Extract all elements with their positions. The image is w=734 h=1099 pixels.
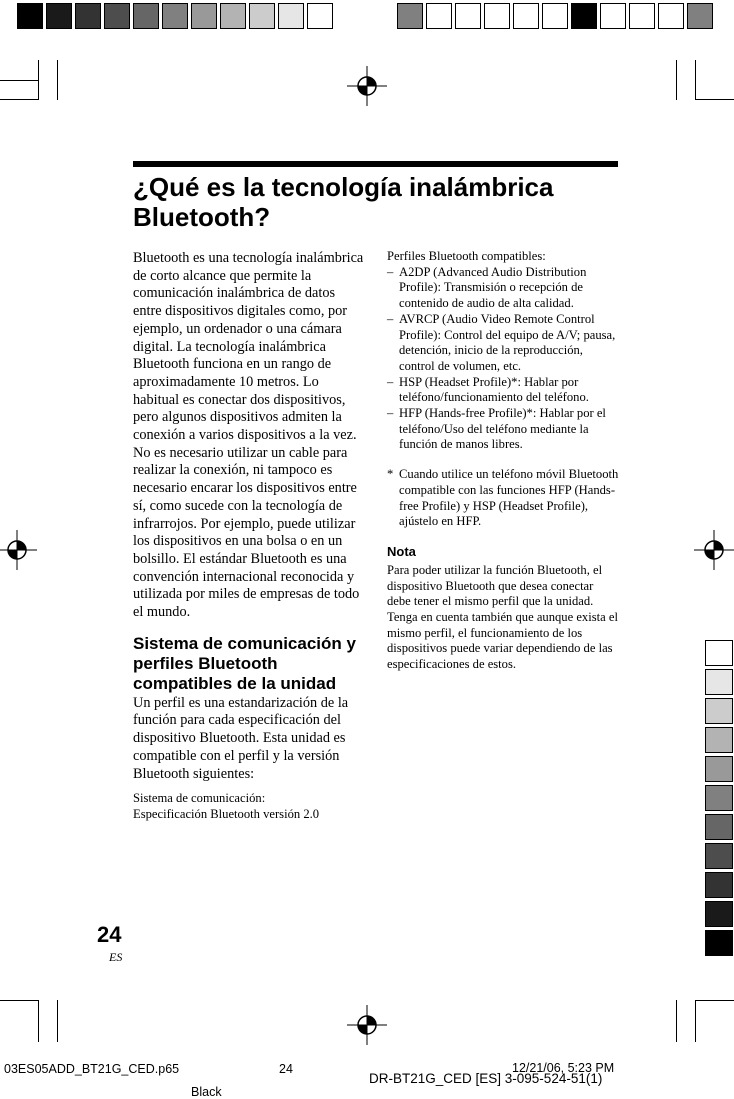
footer-color: Black [191, 1085, 222, 1099]
color-swatch [307, 3, 333, 29]
color-swatch [104, 3, 130, 29]
list-item: – HFP (Hands-free Profile)*: Hablar por el teléfono/Uso del teléfono mediante la función de manos libres. [387, 406, 606, 452]
right-column [387, 249, 619, 673]
color-tab [705, 843, 733, 869]
color-tab [705, 901, 733, 927]
color-tab [705, 727, 733, 753]
color-swatch [571, 3, 597, 29]
color-tab [705, 814, 733, 840]
color-tab [705, 640, 733, 666]
intro-paragraph: Bluetooth es una tecnología inalámbrica de corto alcance que permite la comunicación inalámbrica de datos entre dispositivos digitales como, por ejemplo, un ordenador o una cámara digital. La tecnología inalámbrica Bluetooth funciona en un rango de aproximadamente 10 metros. Lo habitual es conectar dos dispositivos, pero algunos dispositivos admiten la conexión a varios dispositivos a la vez. No es necesario utilizar un cable para realizar la conexión, ni tampoco es necesario encarar los dispositivos entre sí, como sucede con la tecnología de infrarrojos. Por ejemplo, puede utilizar los dispositivos en una bolsa o en un bolsillo. El estándar Bluetooth es una convención internacional reconocida y utilizada por miles de empresas de todo el mundo. [133, 250, 364, 621]
page-title: ¿Qué es la tecnología inalámbrica Bluetooth? [133, 172, 554, 232]
registration-mark-icon [0, 528, 39, 572]
note-heading: Nota [387, 543, 416, 559]
color-tab [705, 698, 733, 724]
list-item: – A2DP (Advanced Audio Distribution Profile): Transmisión o recepción de contenido de audio de alta calidad. [387, 264, 587, 311]
footer-date: 12/21/06, 5:23 PM [512, 1061, 615, 1075]
color-tab [705, 669, 733, 695]
color-swatch [484, 3, 510, 29]
color-swatch [687, 3, 713, 29]
color-tab [705, 785, 733, 811]
comm-value: Especificación Bluetooth versión 2.0 [133, 806, 320, 821]
list-item: – HSP (Headset Profile)*: Hablar por teléfono/funcionamiento del teléfono. [387, 374, 589, 405]
registration-mark-icon [345, 64, 389, 108]
color-swatch [542, 3, 568, 29]
color-swatch [191, 3, 217, 29]
footer-file: 03ES05ADD_BT21G_CED.p65 [4, 1062, 180, 1076]
left-column [133, 250, 365, 823]
color-swatch [658, 3, 684, 29]
footnote: * Cuando utilice un teléfono móvil Bluetooth compatible con las funciones HFP (Hands-free Profile) y HSP (Headset Profile), ajústelo en HFP. [387, 467, 619, 529]
color-swatch [600, 3, 626, 29]
color-swatch [513, 3, 539, 29]
color-swatch [220, 3, 246, 29]
color-tab [705, 756, 733, 782]
color-swatch [75, 3, 101, 29]
note-paragraph: Tenga en cuenta también que aunque exista el mismo perfil, el funcionamiento de los dispositivos puede variar dependiendo de las especificaciones de estos. [387, 610, 618, 672]
color-swatch [17, 3, 43, 29]
color-swatch [397, 3, 423, 29]
profiles-heading: Perfiles Bluetooth compatibles: [387, 249, 546, 263]
color-swatch [46, 3, 72, 29]
section-heading: Sistema de comunicación y perfiles Bluetooth compatibles de la unidad [133, 633, 356, 693]
footer-page: 24 [279, 1062, 293, 1076]
color-swatch [162, 3, 188, 29]
color-swatch [629, 3, 655, 29]
color-swatch [455, 3, 481, 29]
registration-mark-icon [345, 1003, 389, 1047]
color-swatch [278, 3, 304, 29]
list-item: – AVRCP (Audio Video Remote Control Profile): Control del equipo de A/V; pausa, detención, inicio de la reproducción, control de volumen, etc. [387, 311, 616, 373]
registration-mark-icon [692, 528, 734, 572]
section-text: Un perfil es una estandarización de la función para cada especificación del dispositivo Bluetooth. Esta unidad es compatible con el perfil y la versión Bluetooth siguientes: [133, 694, 349, 782]
comm-label: Sistema de comunicación: [133, 791, 266, 806]
color-swatch [133, 3, 159, 29]
color-swatch [426, 3, 452, 29]
page-lang: ES [109, 950, 123, 964]
note-paragraph: Para poder utilizar la función Bluetooth, el dispositivo Bluetooth que desea conectar debe tener el mismo perfil que la unidad. [387, 562, 603, 609]
title-rule [133, 161, 618, 167]
color-tab [705, 930, 733, 956]
color-swatch [249, 3, 275, 29]
footer-model: DR-BT21G_CED [ES] 3-095-524-51(1) [369, 1071, 603, 1086]
color-tab [705, 872, 733, 898]
page-number: 24 [97, 922, 122, 947]
